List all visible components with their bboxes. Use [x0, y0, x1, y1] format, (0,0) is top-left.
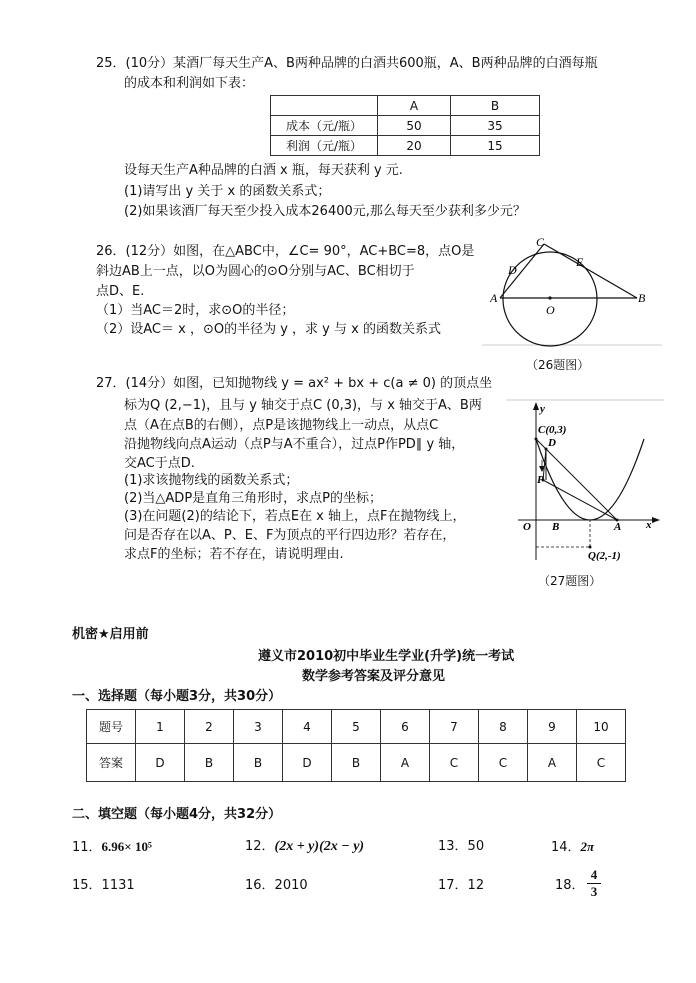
label-b: B: [552, 521, 560, 533]
table-row: [87, 710, 626, 744]
choice-answer-table: [86, 709, 626, 782]
table-cell: 8: [479, 710, 528, 744]
table-cell: C: [479, 744, 528, 782]
table-row: [271, 116, 540, 136]
table-cell: B: [451, 96, 540, 116]
q27-line8: (3)在问题(2)的结论下，若点E在 x 轴上，点F在抛物线上，: [124, 509, 466, 524]
fill-answer: 2π: [580, 839, 595, 854]
table-cell: 3: [234, 710, 283, 744]
table-cell: 2: [185, 710, 234, 744]
table-cell: A: [528, 744, 577, 782]
section-fill-heading: 二、填空题（每小题4分，共32分）: [72, 807, 282, 822]
label-b: B: [638, 291, 646, 305]
label-y: y: [540, 403, 545, 415]
label-c: C: [536, 235, 545, 249]
fill-number: 12．: [245, 839, 275, 854]
q27-line5: 交AC于点D.: [124, 456, 195, 471]
q27-figure: [506, 398, 664, 564]
table-cell: 1: [136, 710, 185, 744]
table-cell: 15: [451, 136, 540, 156]
table-cell: C: [577, 744, 626, 782]
table-cell: 20: [378, 136, 451, 156]
q27-line9: 问是否存在以A、P、E、F为顶点的平行四边形？若存在，: [124, 528, 456, 543]
fraction-numerator: 4: [587, 867, 601, 884]
table-cell: B: [234, 744, 283, 782]
q26-figure: [482, 232, 662, 350]
q26-caption: （26题图）: [526, 358, 590, 372]
table-cell: 10: [577, 710, 626, 744]
q26-line4: （1）当AC＝2时，求⊙O的半径；: [96, 303, 295, 318]
q25-line3: 设每天生产A种品牌的白酒 x 瓶，每天获利 y 元.: [124, 163, 403, 178]
fill-answer: 6.96× 10⁵: [101, 839, 152, 854]
q27-line3: 点（A在点B的右侧），点P是该抛物线上一动点，从点C: [124, 418, 439, 433]
label-x: x: [646, 519, 652, 531]
answer-title: 遵义市2010初中毕业生学业(升学)统一考试: [258, 649, 515, 664]
fill-number: 17．: [438, 878, 468, 893]
q27-line7: (2)当△ADP是直角三角形时，求点P的坐标；: [124, 491, 382, 506]
q27-line2: 标为Q (2,−1)，且与 y 轴交于点C (0,3)，与 x 轴交于A、B两: [124, 398, 482, 413]
table-cell: 答案: [87, 744, 136, 782]
table-cell: D: [136, 744, 185, 782]
table-cell: A: [381, 744, 430, 782]
q27-line1: 27．(14分）如图，已知抛物线 y = ax² + bx + c(a ≠ 0) 的顶点坐: [96, 376, 493, 391]
fill-item: [438, 877, 484, 895]
fill-item: [555, 877, 585, 895]
fill-item: [72, 877, 135, 895]
label-d: D: [508, 263, 517, 277]
label-e: E: [576, 255, 584, 269]
q27-line4: 沿抛物线向点A运动（点P与A不重合），过点P作PD∥ y 轴，: [124, 437, 465, 452]
fill-answer: 50: [467, 839, 485, 854]
q26-line2: 斜边AB上一点，以O为圆心的⊙O分别与AC、BC相切于: [96, 264, 415, 279]
fill-answer: 12: [467, 878, 485, 893]
table-cell: D: [283, 744, 332, 782]
table-row: [271, 136, 540, 156]
table-cell: A: [378, 96, 451, 116]
label-c03: C(0,3): [538, 424, 567, 436]
q27-caption: （27题图）: [538, 574, 602, 588]
fill-item: [72, 838, 152, 857]
table-cell: 7: [430, 710, 479, 744]
q25-line1: 25．(10分）某酒厂每天生产A、B两种品牌的白酒共600瓶，A、B两种品牌的白酒每瓶: [96, 56, 598, 71]
label-q: Q(2,-1): [588, 550, 621, 562]
label-d: D: [548, 437, 556, 449]
fill-item: [245, 838, 364, 856]
fraction-denominator: 3: [590, 884, 598, 899]
q27-line10: 求点F的坐标；若不存在，请说明理由.: [124, 547, 344, 562]
table-cell: 6: [381, 710, 430, 744]
q25-line2: 的成本和利润如下表：: [124, 76, 255, 91]
table-cell: C: [430, 744, 479, 782]
section-choice-heading: 一、选择题（每小题3分，共30分）: [72, 689, 282, 704]
q26-line5: （2）设AC＝ x ，⊙O的半径为 y ，求 y 与 x 的函数关系式: [96, 322, 441, 337]
q26-line1: 26．(12分）如图，在△ABC中，∠C= 90°，AC+BC=8，点O是: [96, 244, 475, 259]
confidential-label: 机密★启用前: [72, 627, 149, 642]
fraction-answer: [587, 867, 601, 900]
label-a: A: [614, 521, 622, 533]
parabola: [536, 439, 644, 520]
table-header-row: [271, 96, 540, 116]
answer-subtitle: 数学参考答案及评分意见: [302, 669, 446, 684]
q25-line5: (2)如果该酒厂每天至少投入成本26400元,那么每天至少获利多少元？: [124, 204, 526, 219]
table-cell: 4: [283, 710, 332, 744]
label-o: O: [523, 521, 531, 533]
table-cell: [271, 96, 378, 116]
fill-answer: (2x + y)(2x − y): [274, 839, 365, 854]
fill-item: [551, 838, 594, 857]
table-cell: 35: [451, 116, 540, 136]
fill-number: 13．: [438, 839, 468, 854]
cost-profit-table: [270, 95, 540, 156]
fill-number: 16．: [245, 878, 275, 893]
table-cell: 5: [332, 710, 381, 744]
fill-number: 18．: [555, 878, 585, 893]
table-cell: 50: [378, 116, 451, 136]
fill-item: [438, 838, 484, 856]
table-cell: B: [185, 744, 234, 782]
fill-answer: 2010: [274, 878, 308, 893]
label-a: A: [490, 291, 498, 305]
fill-answer: 1131: [101, 878, 135, 893]
label-p: P: [537, 474, 544, 486]
q27-line6: (1)求该抛物线的函数关系式；: [124, 473, 299, 488]
q25-line4: (1)请写出 y 关于 x 的函数关系式；: [124, 184, 331, 199]
fill-number: 11．: [72, 840, 102, 855]
table-cell: B: [332, 744, 381, 782]
fill-number: 14．: [551, 840, 581, 855]
table-cell: 9: [528, 710, 577, 744]
q26-line3: 点D、E.: [96, 284, 145, 299]
label-o: O: [546, 303, 555, 317]
table-row: [87, 744, 626, 782]
fill-item: [245, 877, 308, 895]
table-cell: 题号: [87, 710, 136, 744]
table-cell: 利润（元/瓶）: [271, 136, 378, 156]
fill-number: 15．: [72, 878, 102, 893]
table-cell: 成本（元/瓶）: [271, 116, 378, 136]
